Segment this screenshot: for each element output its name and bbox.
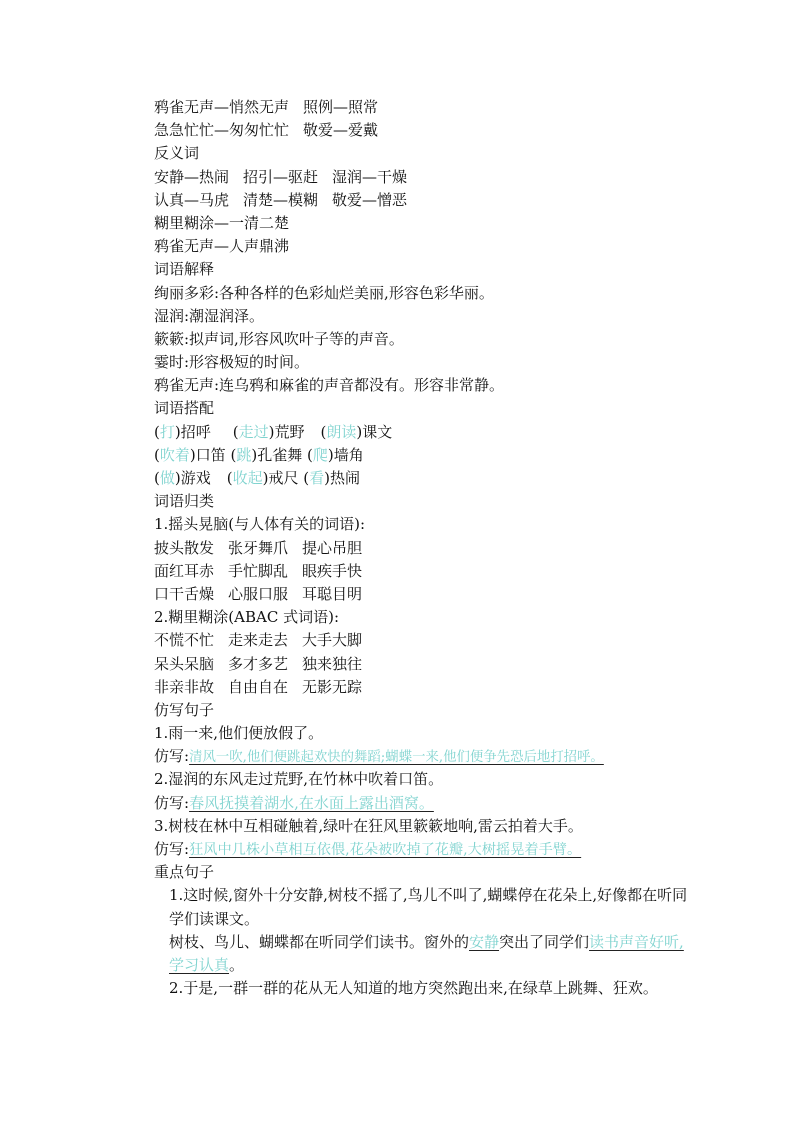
antonym-pair: 湿润—干燥 [332, 167, 408, 186]
classification-group-title: 1.摇头晃脑(与人体有关的词语): [154, 515, 366, 534]
antonym-line: 鸦雀无声—人声鼎沸 [154, 237, 290, 256]
idiom: 披头散发 [154, 538, 215, 557]
answer-fill: 爬 [312, 445, 328, 464]
idiom: 独来独往 [302, 654, 363, 673]
idiom-row [154, 560, 694, 583]
antonym-pair: 认真—马虎 [154, 190, 230, 209]
idiom: 多才多艺 [228, 654, 289, 673]
idiom: 提心吊胆 [302, 538, 363, 557]
synonym-line [154, 119, 694, 142]
explanation-item: 鸦雀无声:连乌鸦和麻雀的声音都没有。形容非常静。 [154, 376, 505, 395]
idiom: 走来走去 [228, 631, 289, 650]
answer-fill: 吹着 [159, 445, 190, 464]
explanation-item: 湿润:潮湿润泽。 [154, 306, 265, 325]
idiom: 耳聪目明 [302, 584, 363, 603]
idiom: 张牙舞爪 [228, 538, 289, 557]
idiom-row [154, 676, 694, 699]
classification-group-title: 2.糊里糊涂(ABAC 式词语): [154, 608, 340, 627]
antonym-heading: 反义词 [154, 144, 200, 163]
imitation-answer-line [154, 838, 694, 861]
key-sentence-analysis [154, 931, 694, 977]
explanation-item: 绚丽多彩:各种各样的色彩灿烂美丽,形容色彩华丽。 [154, 283, 494, 302]
imitation-heading: 仿写句子 [154, 700, 215, 719]
idiom: 无影无踪 [302, 677, 363, 696]
idiom-row [154, 653, 694, 676]
answer-fill: 跳 [236, 445, 252, 464]
antonym-pair: 招引—驱赶 [243, 167, 319, 186]
document-page [154, 96, 694, 1000]
antonym-line: 糊里糊涂—一清二楚 [154, 213, 290, 232]
analysis-text: 突出了同学们 [499, 932, 590, 951]
idiom: 自由自在 [228, 677, 289, 696]
model-sentence: 2.湿润的东风走过荒野,在竹林中吹着口笛。 [154, 770, 444, 789]
imitation-answer: 清风一吹,他们便跳起欢快的舞蹈;蝴蝶一来,他们便争先恐后地打招呼。 [189, 750, 604, 766]
collocation-word: 口笛 [195, 445, 226, 464]
synonym-line [154, 96, 694, 119]
answer-fill: 读书声音好听,学习认真 [169, 932, 684, 974]
idiom: 大手大脚 [302, 631, 363, 650]
collocation-row: (打)招呼 (走过)荒野 (朗读)课文 [154, 422, 393, 441]
answer-fill: 朗读 [326, 422, 357, 441]
collocation-heading: 词语搭配 [154, 399, 215, 418]
collocation-word: 课文 [362, 422, 393, 441]
collocation-row: (做)游戏 (收起)戒尺 (看)热闹 [154, 469, 361, 487]
collocation-word: 游戏 [180, 469, 211, 487]
analysis-text: 树枝、鸟儿、蝴蝶都在听同学们读书。窗外的 [169, 932, 470, 951]
answer-fill: 安静 [469, 932, 500, 951]
synonym-pair: 敬爱—爱戴 [303, 121, 379, 140]
answer-fill: 做 [159, 469, 175, 487]
imitation-label: 仿写: [154, 747, 190, 766]
idiom: 手忙脚乱 [228, 561, 289, 580]
synonym-pair: 急急忙忙—匆匆忙忙 [154, 121, 290, 140]
antonym-pair: 敬爱—憎恶 [332, 190, 408, 209]
collocation-row: (吹着)口笛 (跳)孔雀舞 (爬)墙角 [154, 445, 364, 464]
key-sentence-paragraph: 1.这时候,窗外十分安静,树枝不摇了,鸟儿不叫了,蝴蝶停在花朵上,好像都在听同学们读课文。 [169, 886, 688, 928]
idiom-row [154, 583, 694, 606]
imitation-label: 仿写: [154, 840, 190, 858]
answer-fill: 看 [309, 469, 325, 487]
imitation-label: 仿写: [154, 793, 190, 812]
imitation-answer: 春风抚摸着湖水,在水面上露出酒窝。 [189, 793, 434, 812]
idiom: 不慌不忙 [154, 631, 215, 650]
idiom: 口干舌燥 [154, 584, 215, 603]
idiom: 面红耳赤 [154, 561, 215, 580]
idiom-row [154, 537, 694, 560]
antonym-line [154, 166, 694, 189]
antonym-line [154, 189, 694, 212]
idiom: 眼疾手快 [302, 561, 363, 580]
imitation-answer: 狂风中几株小草相互依偎,花朵被吹掉了花瓣,大树摇晃着手臂。 [189, 842, 582, 858]
answer-fill: 收起 [232, 469, 263, 487]
key-sentence-paragraph: 2.于是,一群一群的花从无人知道的地方突然跑出来,在绿草上跳舞、狂欢。 [169, 979, 658, 998]
collocation-word: 戒尺 [268, 469, 299, 487]
antonym-pair: 清楚—模糊 [243, 190, 319, 209]
answer-fill: 打 [159, 422, 175, 441]
collocation-word: 荒野 [274, 422, 305, 441]
classification-heading: 词语归类 [154, 492, 215, 511]
idiom: 非亲非故 [154, 677, 215, 696]
explanation-heading: 词语解释 [154, 260, 215, 279]
idiom: 呆头呆脑 [154, 654, 215, 673]
imitation-answer-line [154, 792, 694, 815]
synonym-pair: 鸦雀无声—悄然无声 [154, 98, 290, 116]
explanation-item: 霎时:形容极短的时间。 [154, 353, 310, 372]
collocation-word: 招呼 [180, 422, 211, 441]
model-sentence: 3.树枝在林中互相碰触着,绿叶在狂风里簌簌地响,雷云拍着大手。 [154, 816, 583, 835]
collocation-word: 热闹 [330, 469, 361, 487]
collocation-word: 墙角 [333, 445, 364, 464]
collocation-word: 孔雀舞 [257, 445, 303, 464]
analysis-text: 。 [229, 955, 245, 974]
answer-fill: 走过 [238, 422, 269, 441]
idiom: 心服口服 [228, 584, 289, 603]
explanation-item: 簌簌:拟声词,形容风吹叶子等的声音。 [154, 329, 404, 348]
key-sentences-heading: 重点句子 [154, 863, 215, 882]
idiom-row [154, 629, 694, 652]
antonym-pair: 安静—热闹 [154, 167, 230, 186]
imitation-answer-line [154, 745, 694, 768]
synonym-pair: 照例—照常 [303, 98, 379, 116]
model-sentence: 1.雨一来,他们便放假了。 [154, 724, 324, 743]
